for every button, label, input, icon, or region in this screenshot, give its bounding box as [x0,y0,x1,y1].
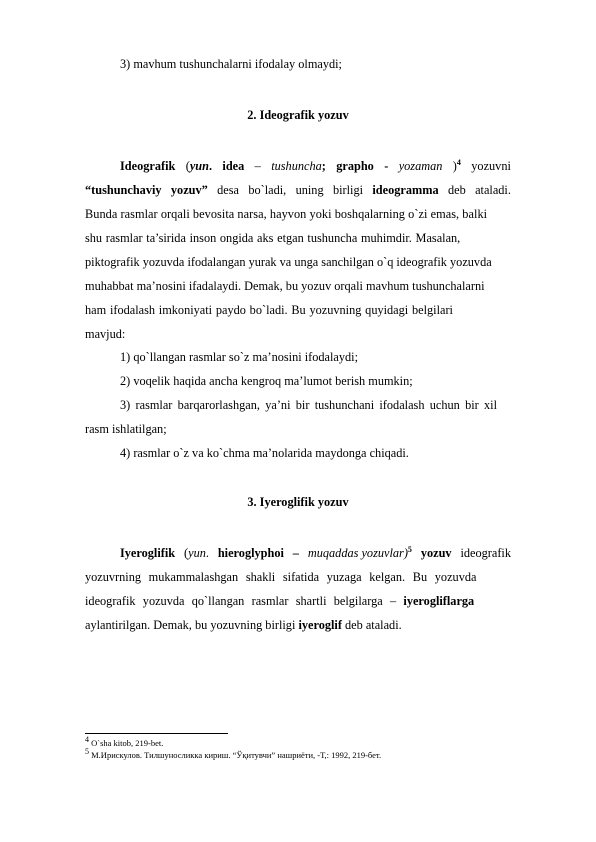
word: aylantirilgan. Demak, bu yozuvning birligi [85,618,296,632]
word: birligi [332,183,364,197]
section-heading-iyeroglifik: 3. Iyeroglifik yozuv [247,495,349,509]
word: - [384,159,389,173]
paragraph-1-line-8: mavjud: [85,327,126,341]
footnote-5: $^5$ М.Ирискулов. Тилшуносликка кириш. “Ўқитувчи” нашриёти, -Т,: 1992, 219-бет. [85,747,382,760]
word: – [254,159,261,173]
word: )$^4$ [452,157,461,173]
paragraph-1-line-7: ham ifodalash imkoniyati paydo bo`ladi. Bu yozuvning quyidagi belgilari [85,303,453,317]
paragraph-2-line-1 [120,544,511,562]
paragraph-2-line-2: yozuvrning mukammalashgan shakli sifatida yuzaga kelgan. Bu yozuvda [85,570,477,584]
word: (yun. [184,546,209,560]
word: grapho [336,159,374,173]
word: desa [217,183,239,197]
word: ideografik [460,546,511,560]
word: ideografik yozuvda qo`llangan rasmlar shartli belgilarga – [85,594,397,608]
word: – [292,546,299,560]
paragraph-1-line-1 [120,157,511,175]
list-item-3-continuation: rasm ishlatilgan; [85,422,167,436]
word: muqaddas yozuvlar)$^5$ [307,544,412,560]
term-hieroglyphoi: hieroglyphoi [217,546,284,560]
paragraph-2-line-4 [85,616,511,634]
term-ideogramma: ideogramma [372,183,439,197]
word: deb [447,183,466,197]
word: yozuvni [471,159,511,173]
word: yozaman [398,159,443,173]
paragraph-1-line-3: Bunda rasmlar orqali bevosita narsa, hayvon yoki boshqalarning o`zi emas, balki [85,207,488,221]
paragraph-1-line-5: piktografik yozuvda ifodalangan yurak va unga sanchilgan o`q ideografik yozuvda [85,255,492,269]
term-iyeroglif: iyeroglif [298,618,342,632]
word: “tushunchaviy [85,183,162,197]
word: idea [222,159,245,173]
list-item-2: 2) voqelik haqida ancha kengroq ma’lumot berish mumkin; [120,374,413,388]
footnote-divider [85,733,228,734]
paragraph-1-line-2 [85,181,511,199]
word: ataladi. [475,183,511,197]
word: bo`ladi, [248,183,287,197]
paragraph-2-line-3 [85,592,511,610]
word: yozuv” [170,183,208,197]
list-item-1: 1) qo`llangan rasmlar so`z ma’nosini ifodalaydi; [120,350,359,364]
word: deb ataladi. [345,618,402,632]
word: yozuv [420,546,452,560]
term-iyerogliflarga: iyerogliflarga [403,594,475,608]
footnote-4: $^4$ O`sha kitob, 219-bet. [85,735,164,748]
word: (yun. [185,159,213,173]
list-item-3-prev: 3) mavhum tushunchalarni ifodalay olmaydi; [120,57,342,71]
paragraph-1-line-4: shu rasmlar ta’sirida inson ongida aks etgan tushuncha muhimdir. Masalan, [85,231,461,245]
section-heading-ideografik: 2. Ideografik yozuv [247,108,349,122]
word: uning [295,183,324,197]
list-item-4: 4) rasmlar o`z va ko`chma ma’nolarida maydonga chiqadi. [120,446,409,460]
word: tushuncha; [271,159,326,173]
paragraph-1-line-6: muhabbat ma’nosini ifadalaydi. Demak, bu yozuv orqali mavhum tushunchalarni [85,279,485,293]
term-ideografik: Ideografik [120,159,176,173]
term-iyeroglifik: Iyeroglifik [120,546,176,560]
list-item-3: 3) rasmlar barqarorlashgan, ya’ni bir tushunchani ifodalash uchun bir xil [120,398,497,412]
